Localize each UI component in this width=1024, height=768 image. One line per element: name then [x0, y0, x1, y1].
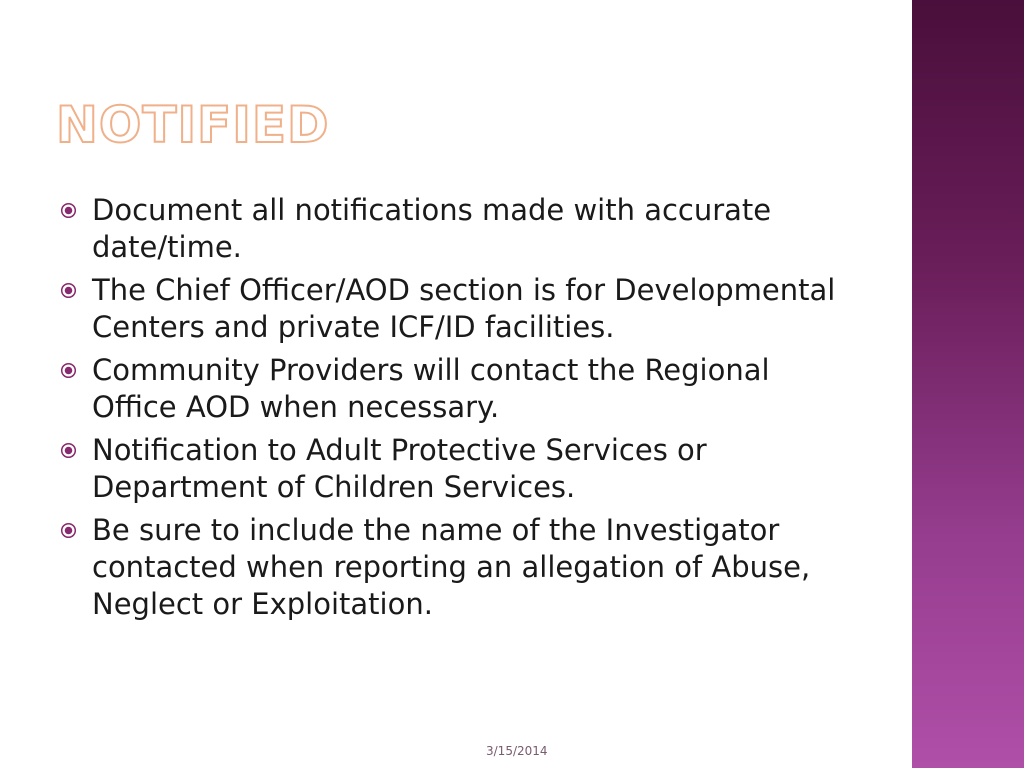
circled-dot-bullet-icon — [60, 282, 77, 299]
bullet-text: Notification to Adult Protective Services or Department of Children Services. — [92, 433, 707, 504]
circled-dot-bullet-icon — [60, 442, 77, 459]
bullet-item — [60, 192, 860, 266]
bullet-item — [60, 272, 860, 346]
circled-dot-bullet-icon — [60, 202, 77, 219]
bullet-item — [60, 512, 860, 623]
bullet-text: Community Providers will contact the Regional Office AOD when necessary. — [92, 353, 770, 424]
side-accent-band — [912, 0, 1024, 768]
bullet-text: Document all notifications made with accurate date/time. — [92, 193, 772, 264]
circled-dot-bullet-icon — [60, 362, 77, 379]
bullet-text: The Chief Officer/AOD section is for Developmental Centers and private ICF/ID facilities. — [92, 273, 836, 344]
bullet-text: Be sure to include the name of the Investigator contacted when reporting an allegation of Abuse, Neglect or Exploitation. — [92, 513, 811, 621]
bullet-item — [60, 432, 860, 506]
circled-dot-bullet-icon — [60, 522, 77, 539]
bullet-list — [60, 192, 860, 629]
footer-date: 3/15/2014 — [486, 744, 548, 758]
bullet-item — [60, 352, 860, 426]
slide-title: NOTIFIED — [56, 96, 330, 154]
